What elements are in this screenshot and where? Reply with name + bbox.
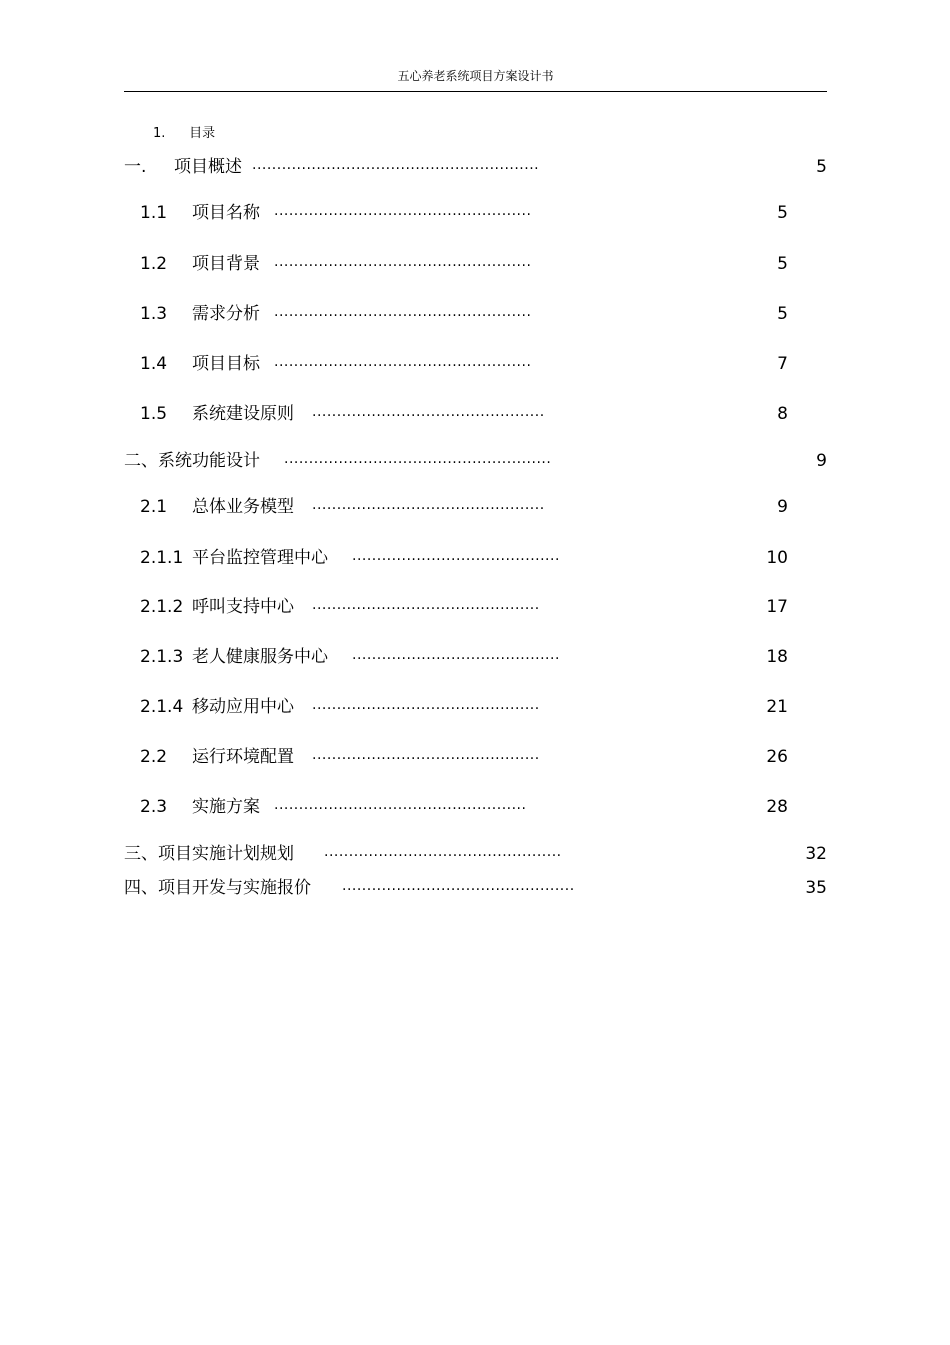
toc-leader-dots: ................................................... <box>274 797 527 813</box>
header-rule <box>124 91 827 92</box>
toc-leader-dots: .......................................... <box>352 548 560 564</box>
toc-entry-title: 运行环境配置 <box>192 747 294 767</box>
toc-entry-page: 9 <box>816 451 827 471</box>
toc-leader-dots: .......................................................... <box>252 157 540 173</box>
toc-entry-link[interactable] <box>124 877 325 899</box>
toc-entry-page: 18 <box>766 647 788 667</box>
toc-entry-page: 21 <box>766 697 788 717</box>
toc-heading-number: 1. <box>153 126 166 141</box>
toc-entry-link[interactable] <box>140 547 338 569</box>
toc-entry-page: 28 <box>766 797 788 817</box>
toc-entry-page: 5 <box>777 203 788 223</box>
toc-entry-link[interactable] <box>124 843 308 865</box>
toc-entry-1-2[interactable] <box>140 253 790 275</box>
toc-entry-number: 2.1.3 <box>140 647 184 667</box>
toc-entry-2-1-1[interactable] <box>140 547 790 569</box>
toc-entry-link[interactable] <box>140 303 264 325</box>
toc-entry-title: 项目概述 <box>174 157 242 177</box>
toc-entry-1-3[interactable] <box>140 303 790 325</box>
toc-entry-link[interactable] <box>140 403 300 425</box>
toc-entry-link[interactable] <box>140 796 264 818</box>
toc-leader-dots: .............................................. <box>312 697 540 713</box>
toc-entry-link[interactable] <box>140 696 300 718</box>
toc-entry-page: 5 <box>816 157 827 177</box>
toc-entry-1-5[interactable] <box>140 403 790 425</box>
toc-entry-number: 1.1 <box>140 203 168 223</box>
toc-leader-dots: ...................................................... <box>284 451 552 467</box>
toc-entry-2-1-3[interactable] <box>140 646 790 668</box>
toc-entry-title: 二、系统功能设计 <box>124 451 260 471</box>
toc-entry-title: 系统建设原则 <box>192 404 294 424</box>
toc-leader-dots: .................................................... <box>274 254 532 270</box>
toc-heading-label: 目录 <box>189 126 216 141</box>
toc-entry-link[interactable] <box>140 202 264 224</box>
toc-entry-number: 一. <box>124 157 147 177</box>
toc-entry-2-3[interactable] <box>140 796 790 818</box>
toc-entry-title: 三、项目实施计划规划 <box>124 844 294 864</box>
toc-leader-dots: .............................................. <box>312 597 540 613</box>
toc-entry-title: 项目背景 <box>192 254 260 274</box>
toc-heading <box>153 122 215 141</box>
toc-entry-page: 8 <box>777 404 788 424</box>
toc-entry-title: 项目名称 <box>192 203 260 223</box>
toc-entry-number: 2.3 <box>140 797 168 817</box>
toc-leader-dots: .......................................... <box>352 647 560 663</box>
toc-entry-number: 2.1 <box>140 497 168 517</box>
toc-entry-number: 1.4 <box>140 354 168 374</box>
toc-entry-title: 四、项目开发与实施报价 <box>124 878 311 898</box>
toc-entry-page: 5 <box>777 254 788 274</box>
toc-leader-dots: ............................................... <box>342 878 575 894</box>
toc-entry-page: 5 <box>777 304 788 324</box>
toc-entry-title: 总体业务模型 <box>192 497 294 517</box>
toc-entry-2[interactable] <box>124 450 827 472</box>
toc-entry-number: 1.5 <box>140 404 168 424</box>
toc-entry-number: 2.1.1 <box>140 548 184 568</box>
toc-entry-number: 2.2 <box>140 747 168 767</box>
toc-leader-dots: ............................................... <box>312 497 545 513</box>
toc-entry-2-1-4[interactable] <box>140 696 790 718</box>
page-header: 五心养老系统项目方案设计书 <box>397 69 554 83</box>
toc-entry-4[interactable] <box>124 877 827 899</box>
toc-entry-link[interactable] <box>140 353 264 375</box>
toc-entry-link[interactable] <box>124 156 248 178</box>
toc-entry-title: 老人健康服务中心 <box>192 647 328 667</box>
toc-entry-title: 平台监控管理中心 <box>192 548 328 568</box>
toc-entry-page: 17 <box>766 597 788 617</box>
toc-entry-title: 呼叫支持中心 <box>192 597 294 617</box>
toc-entry-1[interactable] <box>124 156 827 178</box>
toc-entry-number: 2.1.2 <box>140 597 184 617</box>
toc-entry-number: 2.1.4 <box>140 697 184 717</box>
toc-entry-page: 7 <box>777 354 788 374</box>
toc-leader-dots: .................................................... <box>274 304 532 320</box>
toc-entry-1-4[interactable] <box>140 353 790 375</box>
toc-entry-page: 32 <box>805 844 827 864</box>
toc-entry-link[interactable] <box>140 496 300 518</box>
toc-leader-dots: ............................................... <box>312 404 545 420</box>
toc-leader-dots: .............................................. <box>312 747 540 763</box>
toc-entry-title: 需求分析 <box>192 304 260 324</box>
toc-entry-link[interactable] <box>140 253 264 275</box>
toc-entry-2-2[interactable] <box>140 746 790 768</box>
toc-entry-title: 实施方案 <box>192 797 260 817</box>
toc-entry-number: 1.3 <box>140 304 168 324</box>
toc-entry-number: 1.2 <box>140 254 168 274</box>
toc-entry-page: 26 <box>766 747 788 767</box>
toc-entry-link[interactable] <box>140 596 300 618</box>
toc-entry-link[interactable] <box>140 746 300 768</box>
toc-entry-page: 35 <box>805 878 827 898</box>
toc-entry-page: 9 <box>777 497 788 517</box>
toc-leader-dots: ................................................ <box>324 844 562 860</box>
toc-entry-3[interactable] <box>124 843 827 865</box>
toc-leader-dots: .................................................... <box>274 203 532 219</box>
toc-entry-1-1[interactable] <box>140 202 790 224</box>
toc-entry-2-1-2[interactable] <box>140 596 790 618</box>
toc-entry-link[interactable] <box>124 450 268 472</box>
toc-leader-dots: .................................................... <box>274 354 532 370</box>
toc-entry-title: 移动应用中心 <box>192 697 294 717</box>
toc-entry-2-1[interactable] <box>140 496 790 518</box>
toc-entry-page: 10 <box>766 548 788 568</box>
toc-entry-title: 项目目标 <box>192 354 260 374</box>
toc-entry-link[interactable] <box>140 646 338 668</box>
